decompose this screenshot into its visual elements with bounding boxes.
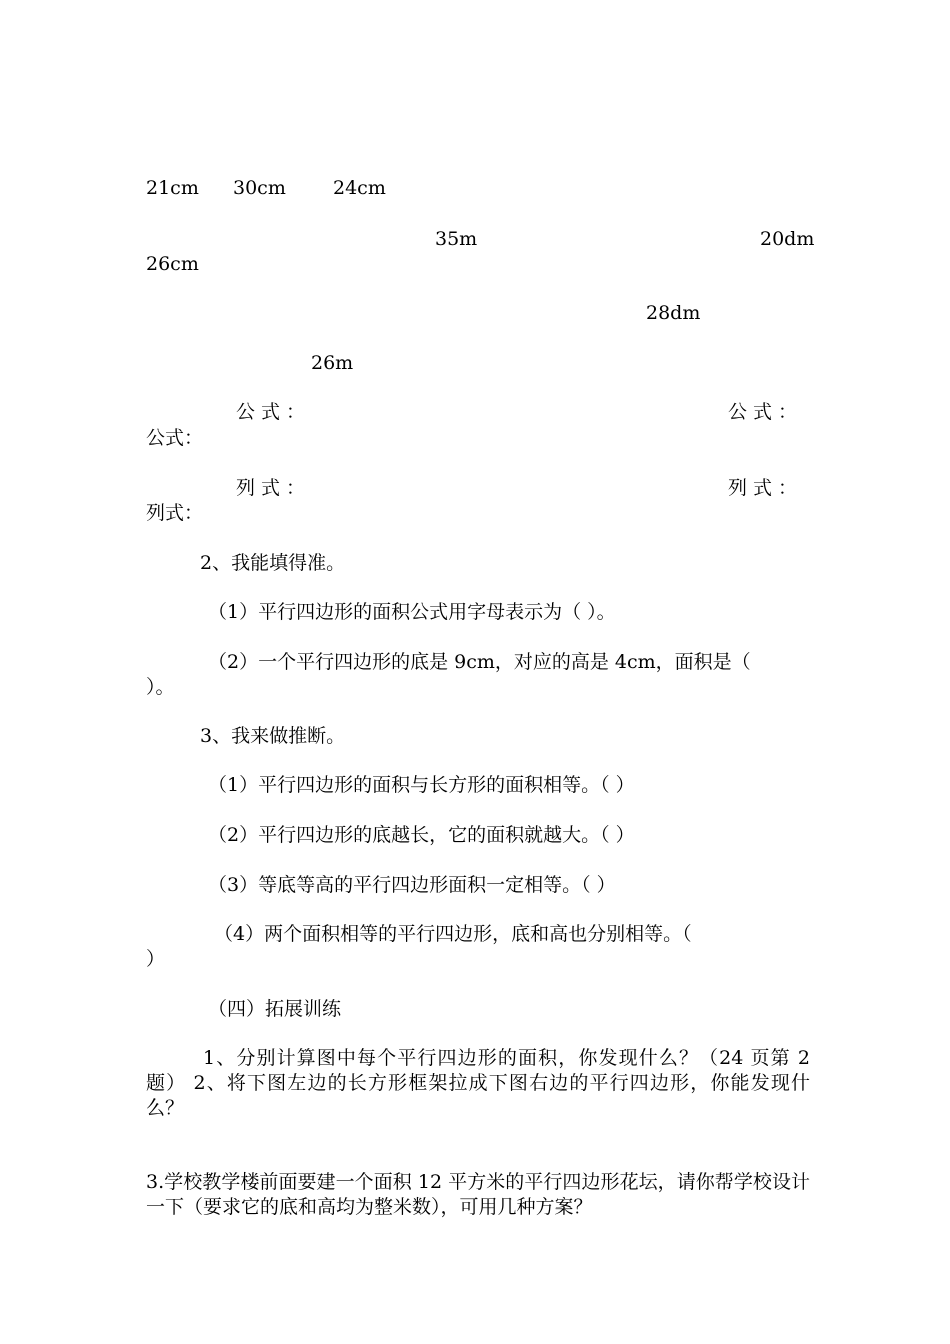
calc-label: 列式： — [236, 477, 312, 499]
section-heading: 3、我来做推断。 — [200, 725, 346, 747]
question-item: （1）平行四边形的面积公式用字母表示为（ ）。 — [208, 601, 616, 623]
calc-label: 列式： — [146, 502, 204, 524]
question-item: （3）等底等高的平行四边形面积一定相等。（ ） — [208, 874, 616, 896]
calc-label: 列式： — [728, 477, 804, 499]
figure-label: 26m — [311, 352, 354, 374]
section-heading: （四）拓展训练 — [208, 998, 342, 1020]
question-item: （2）一个平行四边形的底是 9cm，对应的高是 4cm，面积是（ — [208, 651, 751, 673]
question-item: （2）平行四边形的底越长，它的面积就越大。（ ） — [208, 824, 635, 846]
formula-label: 公式： — [236, 401, 312, 423]
formula-label: 公式： — [728, 401, 804, 423]
question-item: ） — [146, 948, 166, 970]
figure-label: 21cm — [146, 177, 199, 199]
figure-label: 24cm — [333, 177, 386, 199]
section-heading: 2、我能填得准。 — [200, 552, 346, 574]
figure-label: 20dm — [760, 228, 815, 250]
figure-label: 28dm — [646, 302, 701, 324]
question-item: （1）平行四边形的面积与长方形的面积相等。（ ） — [208, 774, 635, 796]
paragraph: 3.学校教学楼前面要建一个面积 12 平方米的平行四边形花坛，请你帮学校设计一下（要求它的底和高均为整米数），可用几种方案？ — [146, 1171, 810, 1218]
figure-label: 26cm — [146, 253, 199, 275]
question-item: ）。 — [146, 676, 175, 698]
paragraph: 1、分别计算图中每个平行四边形的面积，你发现什么？（24 页第 2 题） 2、将下图左边的长方形框架拉成下图右边的平行四边形，你能发现什么？ — [146, 1047, 810, 1119]
figure-label: 35m — [435, 228, 478, 250]
question-item: （4）两个面积相等的平行四边形，底和高也分别相等。（ — [214, 923, 692, 945]
formula-label: 公式： — [146, 427, 204, 449]
figure-label: 30cm — [233, 177, 286, 199]
